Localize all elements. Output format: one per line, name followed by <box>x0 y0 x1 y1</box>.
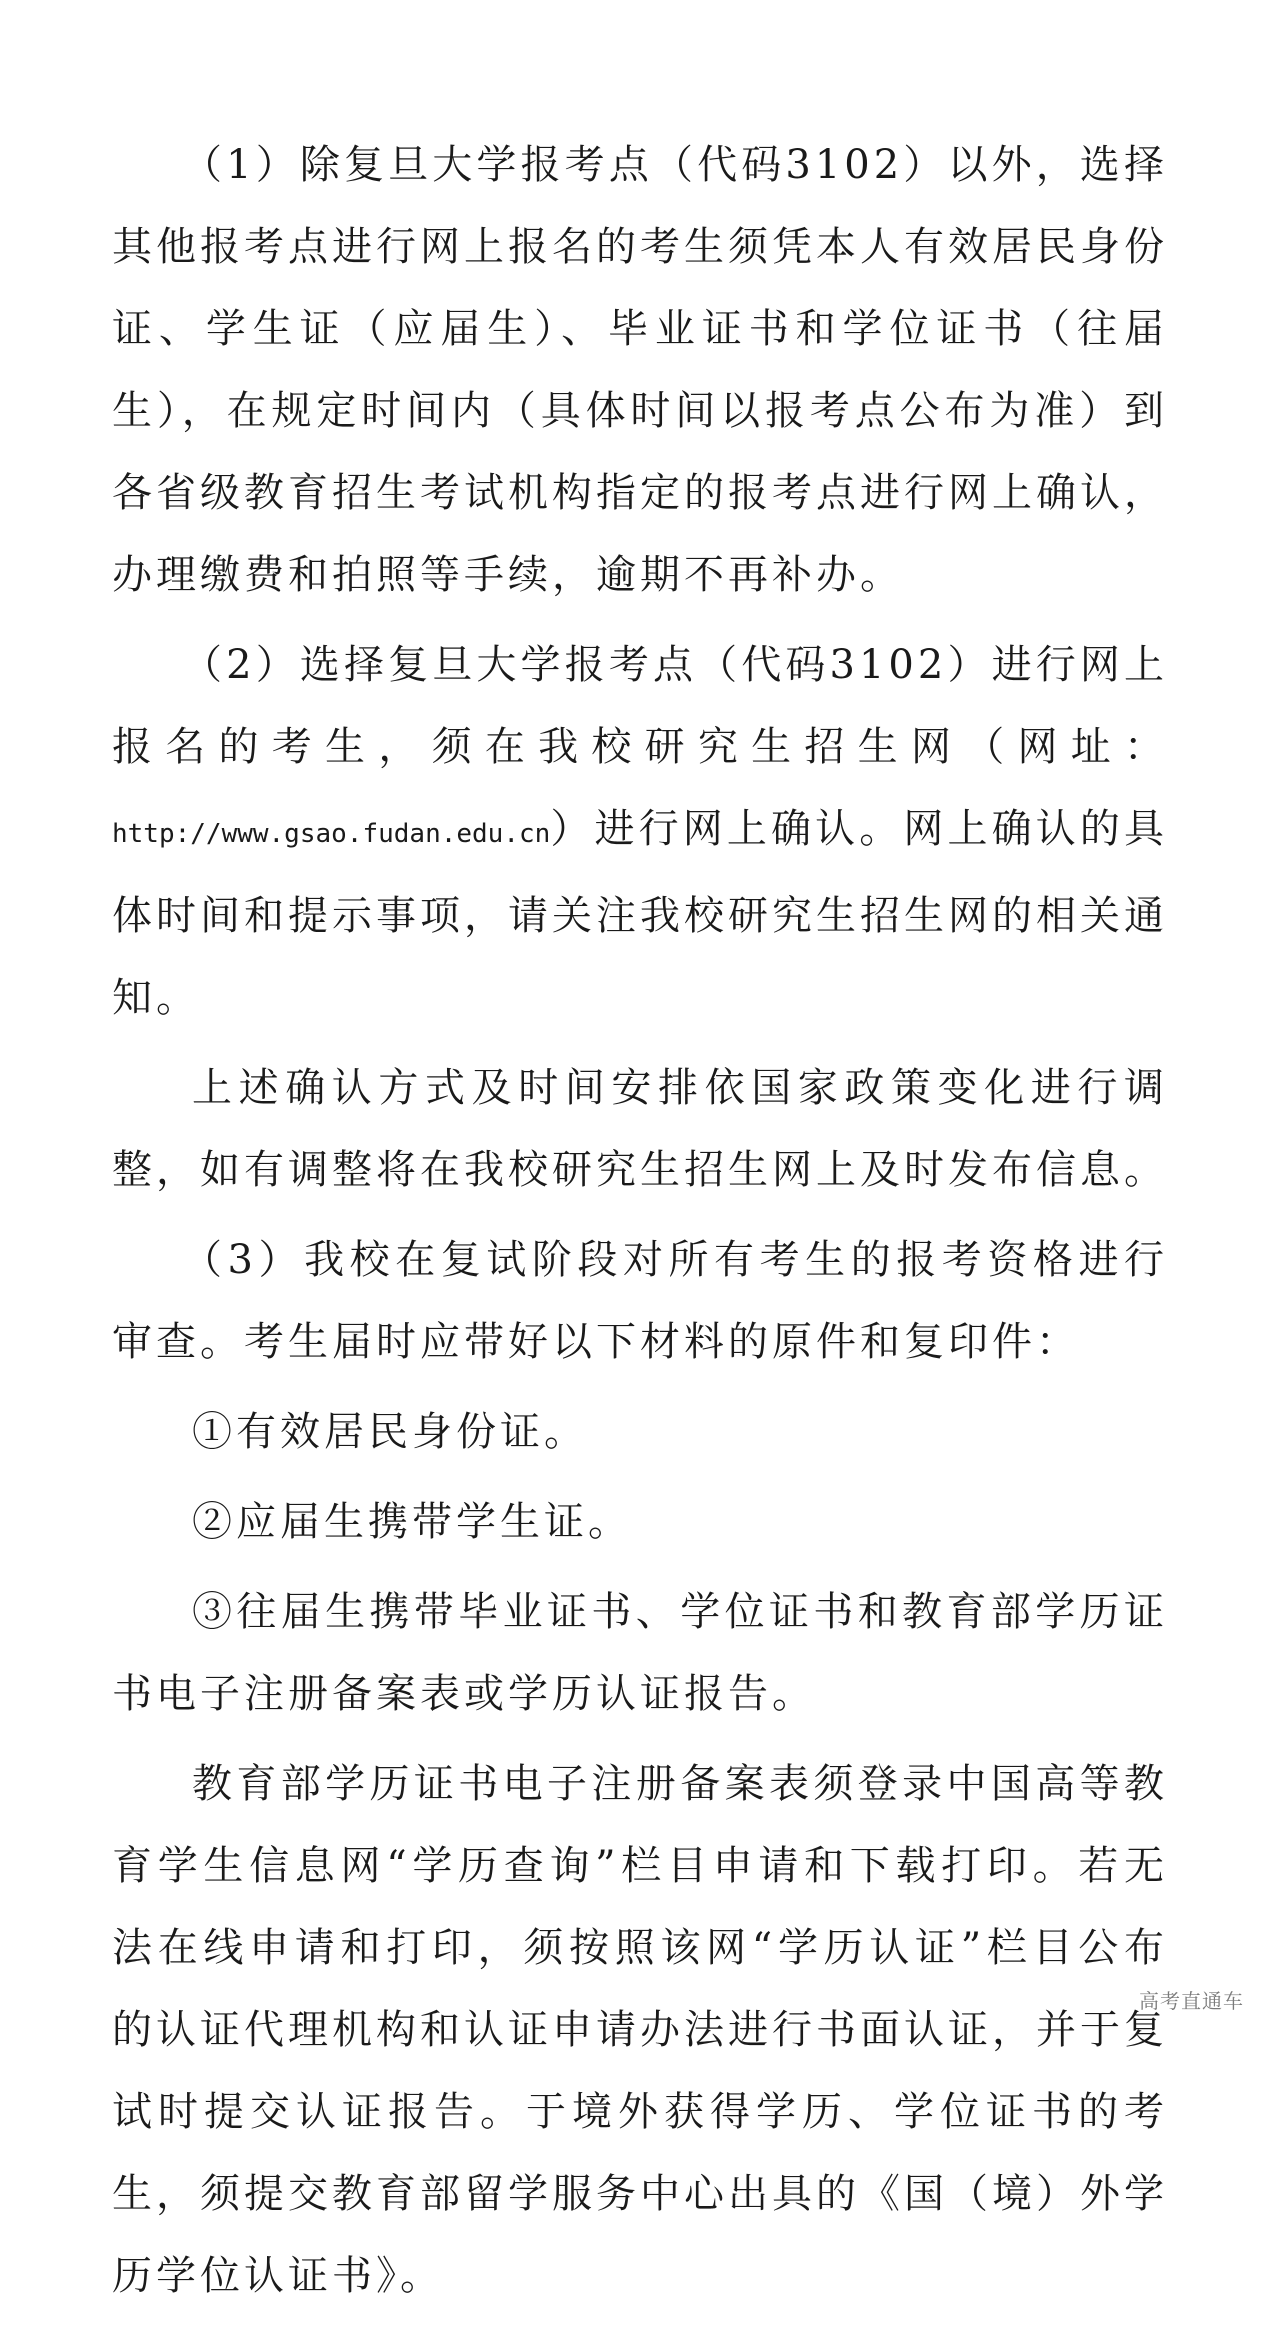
watermark: 高考直通车 <box>1139 1989 1244 2013</box>
website-url-link[interactable]: http://www.gsao.fudan.edu.cn <box>112 819 551 849</box>
paragraph-2-text-b: ）进行网上确认。网上确认的具体时间和提示事项，请关注我校研究生招生网的相关通知。 <box>112 806 1168 1021</box>
paragraph-5: 教育部学历证书电子注册备案表须登录中国高等教育学生信息网“学历查询”栏目申请和下载打印。若无法在线申请和打印，须按照该网“学历认证”栏目公布的认证代理机构和认证申请办法进行书面认证，并于复试时提交认证报告。于境外获得学历、学位证书的考生，须提交教育部留学服务中心出具的《国（境）外学历学位认证书》。 <box>112 1761 1168 2299</box>
list-item-3: ③往届生携带毕业证书、学位证书和教育部学历证书电子注册备案表或学历认证报告。 <box>112 1589 1168 1717</box>
paragraph-2 <box>112 624 1168 1039</box>
paragraph-2-text-a: （2）选择复旦大学报考点（代码3102）进行网上报名的考生，须在我校研究生招生网（网址： <box>112 642 1168 770</box>
list-item-1: ①有效居民身份证。 <box>192 1409 588 1455</box>
paragraph-4: （3）我校在复试阶段对所有考生的报考资格进行审查。考生届时应带好以下材料的原件和复印件： <box>112 1237 1168 1365</box>
list-item-2: ②应届生携带学生证。 <box>192 1499 632 1545</box>
paragraph-3: 上述确认方式及时间安排依国家政策变化进行调整，如有调整将在我校研究生招生网上及时发布信息。 <box>112 1065 1168 1193</box>
paragraph-1: （1）除复旦大学报考点（代码3102）以外，选择其他报考点进行网上报名的考生须凭本人有效居民身份证、学生证（应届生）、毕业证书和学位证书（往届生），在规定时间内（具体时间以报考点公布为准）到各省级教育招生考试机构指定的报考点进行网上确认，办理缴费和拍照等手续，逾期不再补办。 <box>112 142 1168 598</box>
document-body <box>112 124 1168 2325</box>
